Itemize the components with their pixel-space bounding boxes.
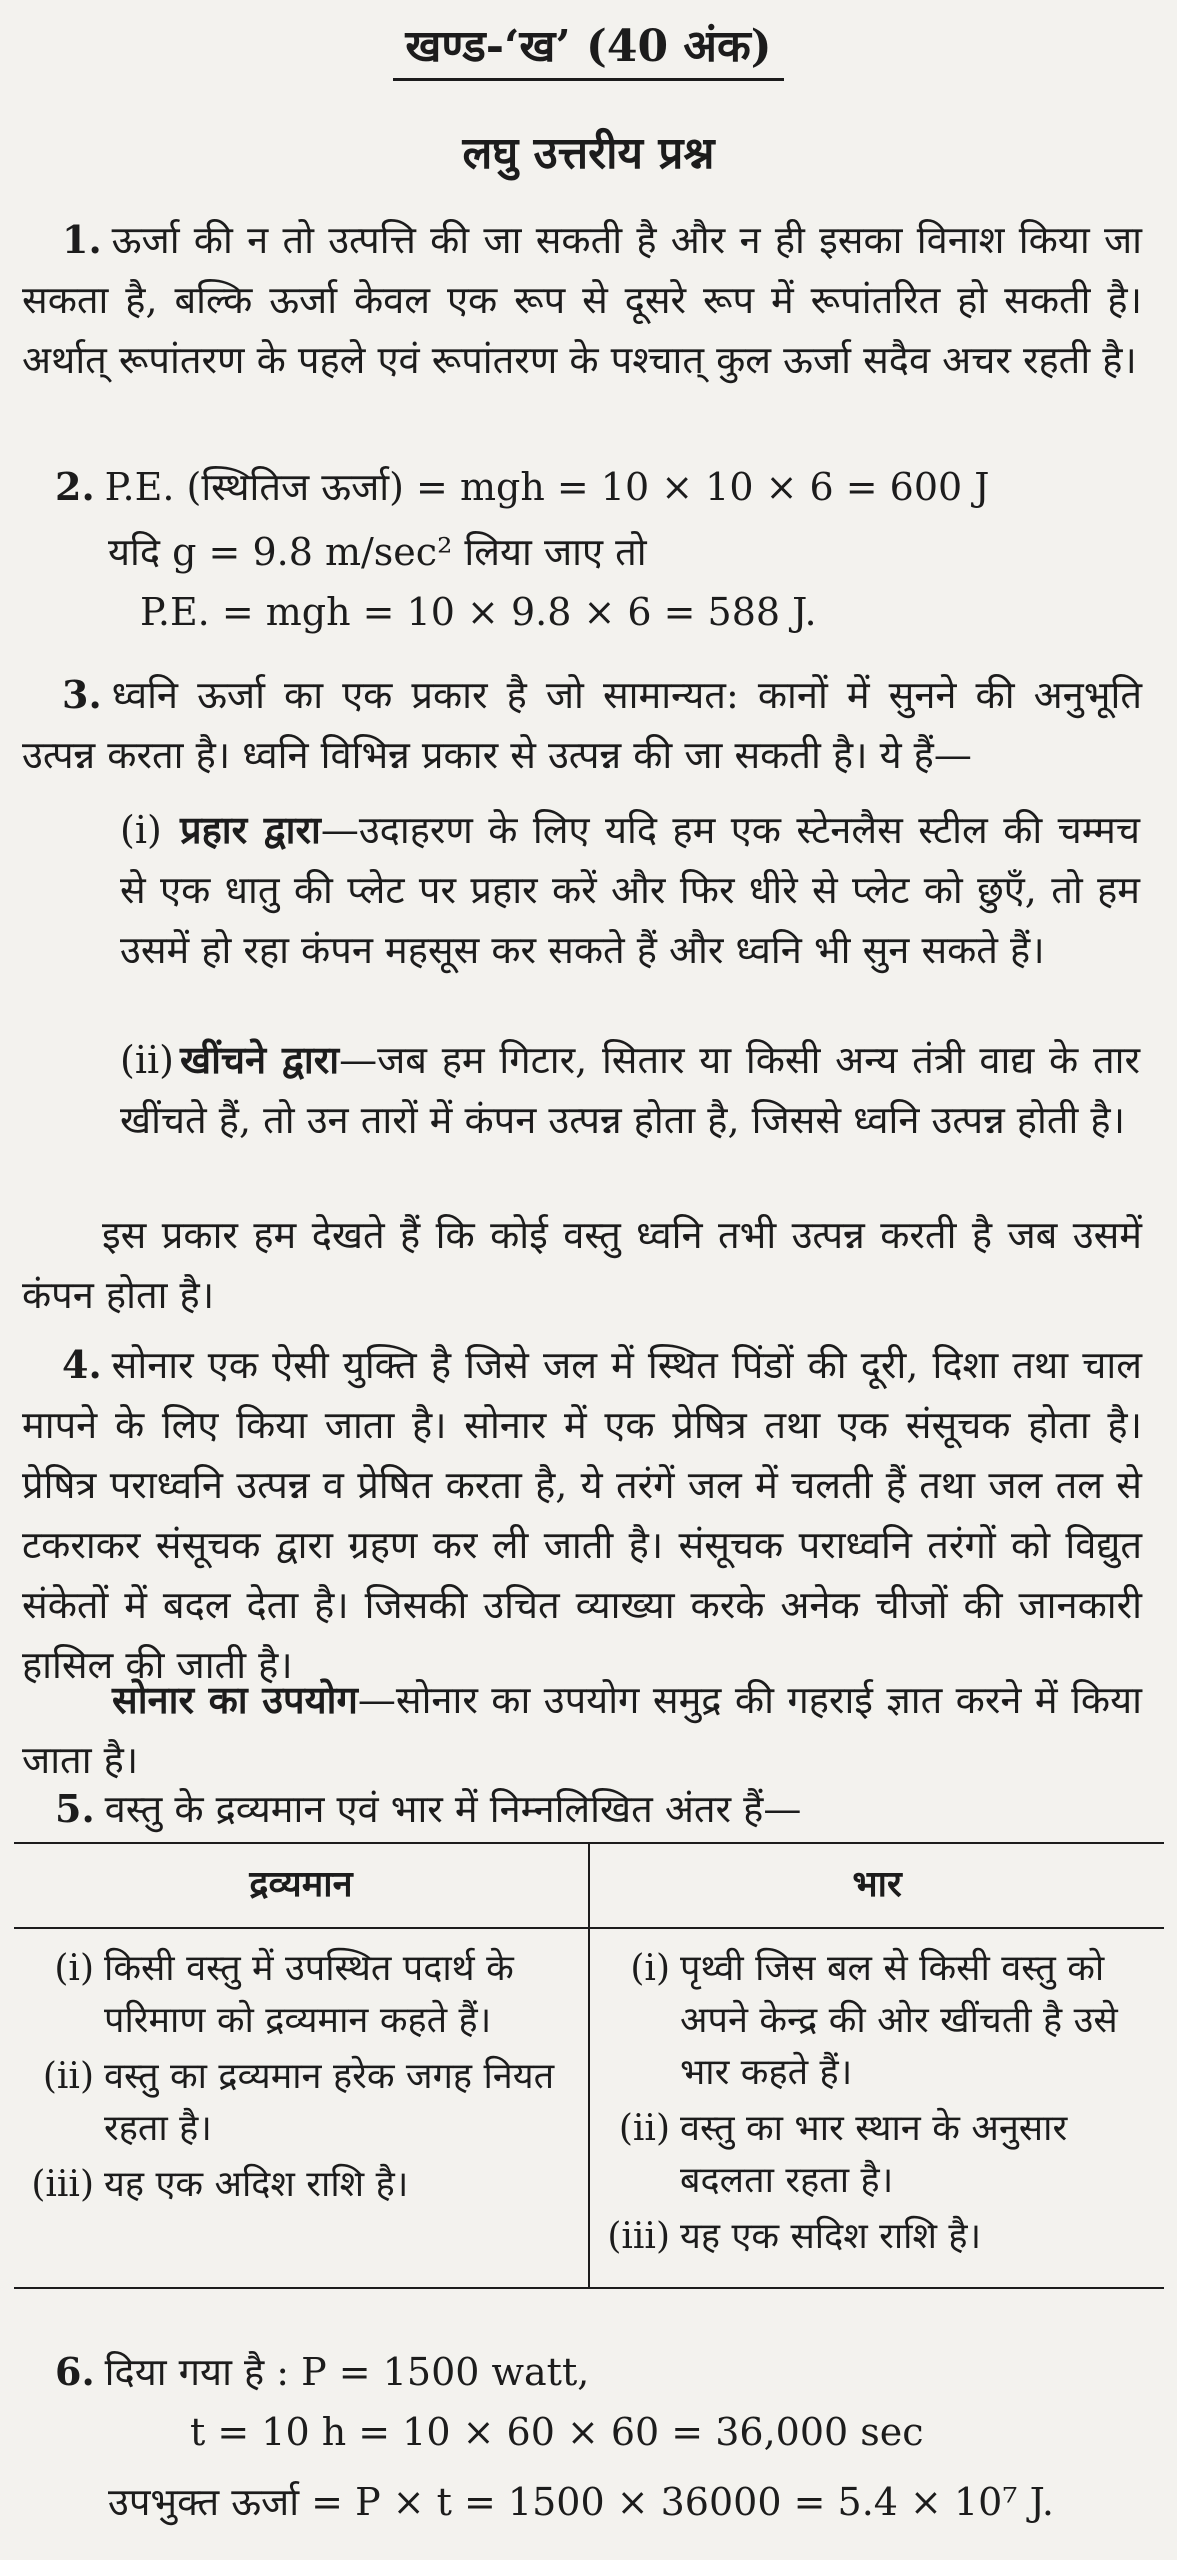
- mass-column: [14, 1928, 589, 2288]
- mass-weight-table: [14, 1842, 1164, 2289]
- answer-2-line-2: यदि g = 9.8 m/sec² लिया जाए तो: [108, 530, 647, 574]
- answer-6-number: 6.: [55, 2349, 95, 2394]
- list-item: (ii) वस्तु का भार स्थान के अनुसार बदलता रहता है।: [618, 2108, 1068, 2201]
- answer-6-line-3: उपभुक्त ऊर्जा = P × t = 1500 × 36000 = 5.4 × 10⁷ J.: [108, 2480, 1054, 2524]
- answer-3-conclusion-text: इस प्रकार हम देखते हैं कि कोई वस्तु ध्वनि तभी उत्पन्न करती है जब उसमें कंपन होता है।: [22, 1213, 1142, 1317]
- answer-3-intro: [22, 665, 1142, 785]
- sonar-use-text: —सोनार का उपयोग समुद्र की गहराई ज्ञात करने में किया जाता है।: [22, 1678, 1142, 1782]
- list-item: (i) किसी वस्तु में उपस्थित पदार्थ के परिमाण को द्रव्यमान कहते हैं।: [54, 1948, 514, 2041]
- point-ii-text: —जब हम गिटार, सितार या किसी अन्य तंत्री वाद्य के तार खींचते हैं, तो उन तारों में कंपन उत्पन्न होता है, जिससे ध्वनि उत्पन्न होती है।: [120, 1038, 1140, 1142]
- answer-5-number: 5.: [55, 1786, 95, 1831]
- answer-4-number: 4.: [62, 1342, 102, 1387]
- section-subtitle: लघु उत्तरीय प्रश्न: [462, 128, 715, 179]
- answer-3-number: 3.: [62, 672, 102, 717]
- answer-3-conclusion: [22, 1205, 1142, 1325]
- section-title: खण्ड-‘ख’ (40 अंक): [393, 14, 783, 81]
- section-header: [0, 0, 1177, 81]
- column-header-weight: भार: [589, 1843, 1164, 1928]
- list-item: (ii) वस्तु का द्रव्यमान हरेक जगह नियत रहता है।: [42, 2056, 555, 2149]
- answer-1-text: ऊर्जा की न तो उत्पत्ति की जा सकती है और न ही इसका विनाश किया जा सकता है, बल्कि ऊर्जा केवल एक रूप से दूसरे रूप में रूपांतरित हो सकती है। अर्थात् रूपांतरण के पहले एवं रूपांतरण के पश्चात् कुल ऊर्जा सदैव अचर रहती है।: [22, 218, 1142, 382]
- answer-3-point-i: [120, 800, 1140, 980]
- column-header-mass: द्रव्यमान: [14, 1843, 589, 1928]
- answer-2-line-3: P.E. = mgh = 10 × 9.8 × 6 = 588 J.: [140, 590, 817, 634]
- answer-2-pe-formula: P.E. (स्थितिज ऊर्जा) = mgh = 10 × 10 × 6 = 600 J: [104, 465, 990, 509]
- answer-2-number: 2.: [55, 464, 95, 509]
- answer-6-line-2: t = 10 h = 10 × 60 × 60 = 36,000 sec: [190, 2410, 924, 2454]
- answer-5-intro-text: वस्तु के द्रव्यमान एवं भार में निम्नलिखित अंतर हैं—: [104, 1787, 802, 1831]
- list-item: (i) पृथ्वी जिस बल से किसी वस्तु को अपने केन्द्र की ओर खींचती है उसे भार कहते हैं।: [630, 1948, 1118, 2093]
- list-item: (iii) यह एक अदिश राशि है।: [31, 2164, 409, 2205]
- weight-column: [589, 1928, 1164, 2288]
- point-ii-label: (ii): [120, 1038, 174, 1082]
- answer-6-given: दिया गया है : P = 1500 watt,: [104, 2350, 590, 2394]
- answer-6-line-1: [55, 2345, 589, 2397]
- answer-4-use: [22, 1670, 1142, 1790]
- answer-1-number: 1.: [62, 217, 102, 262]
- answer-5-intro: [55, 1782, 801, 1834]
- point-i-heading: प्रहार द्वारा: [180, 807, 321, 852]
- list-item: (iii) यह एक सदिश राशि है।: [607, 2216, 982, 2257]
- answer-3-intro-text: ध्वनि ऊर्जा का एक प्रकार है जो सामान्यत: कानों में सुनने की अनुभूति उत्पन्न करता है। ध्वनि विभिन्न प्रकार से उत्पन्न की जा सकती है। ये हैं—: [22, 673, 1142, 777]
- answer-1: [22, 210, 1142, 390]
- sonar-use-heading: सोनार का उपयोग: [112, 1677, 358, 1722]
- answer-2-line-1: [55, 460, 990, 512]
- point-i-text: —उदाहरण के लिए यदि हम एक स्टेनलैस स्टील की चम्मच से एक धातु की प्लेट पर प्रहार करें और फिर धीरे से प्लेट को छुएँ, तो हम उसमें हो रहा कंपन महसूस कर सकते हैं और ध्वनि भी सुन सकते हैं।: [120, 808, 1140, 972]
- answer-3-point-ii: [120, 1030, 1140, 1150]
- answer-4-text: सोनार एक ऐसी युक्ति है जिसे जल में स्थित पिंडों की दूरी, दिशा तथा चाल मापने के लिए किया जाता है। सोनार में एक प्रेषित्र तथा एक संसूचक होता है। प्रेषित्र पराध्वनि उत्पन्न व प्रेषित करता है, ये तरंगें जल में चलती हैं तथा जल तल से टकराकर संसूचक द्वारा ग्रहण कर ली जाती है। संसूचक पराध्वनि तरंगों को विद्युत संकेतों में बदल देता है। जिसकी उचित व्याख्या करके अनेक चीजों की जानकारी हासिल की जाती है।: [22, 1343, 1142, 1687]
- point-i-label: (i): [120, 808, 162, 852]
- point-ii-heading: खींचने द्वारा: [180, 1037, 340, 1082]
- table-row: [14, 1928, 1164, 2288]
- answer-4: [22, 1335, 1142, 1695]
